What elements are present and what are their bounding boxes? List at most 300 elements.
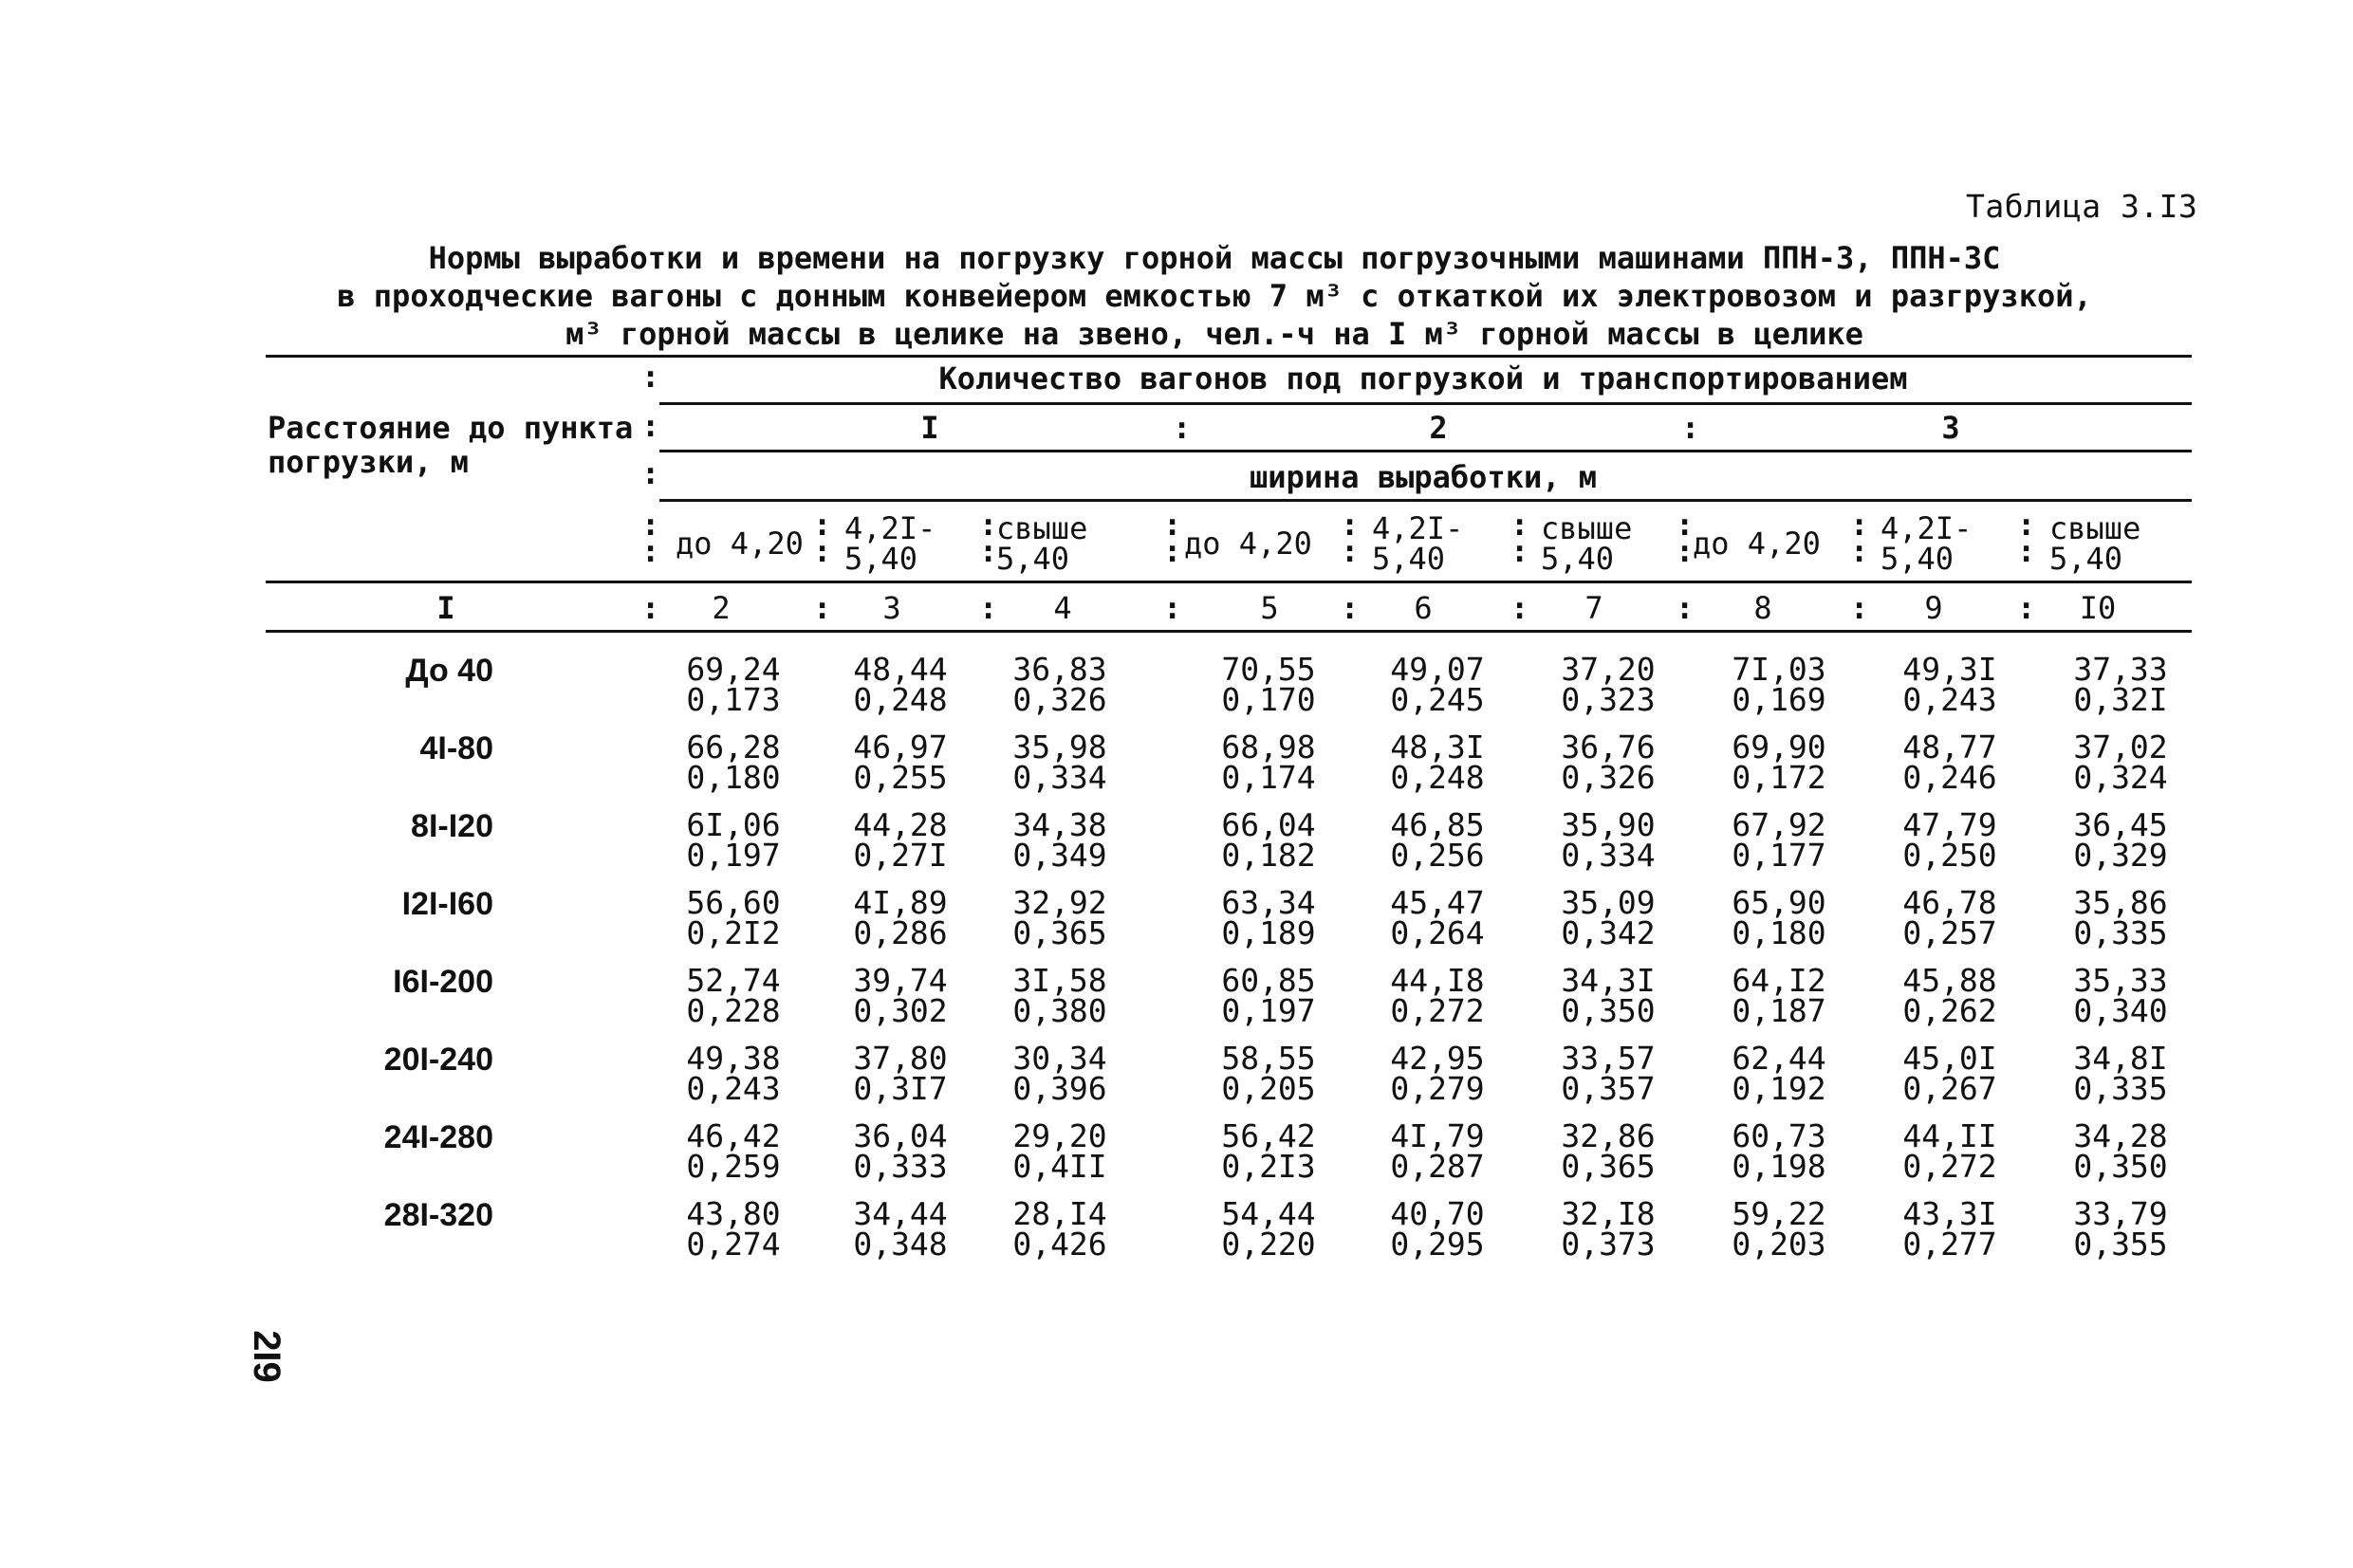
width-range: 5,40 xyxy=(996,541,1070,577)
cell-output: 49,3I xyxy=(1902,651,1997,688)
cell-time: 0,357 xyxy=(1561,1070,1656,1107)
cell-time: 0,335 xyxy=(2073,1070,2168,1107)
cell xyxy=(1537,1117,1679,1185)
separator-colon: : xyxy=(1676,533,1695,569)
separator-colon: : xyxy=(2017,533,2036,569)
cell-output: 54,44 xyxy=(1221,1195,1316,1232)
cell-time: 0,243 xyxy=(1902,681,1997,718)
cell xyxy=(1879,1040,2021,1107)
cell-time: 0,250 xyxy=(1902,837,1997,874)
cell-time: 0,259 xyxy=(686,1148,781,1185)
cell-time: 0,295 xyxy=(1390,1226,1485,1263)
width-range: 4,2I- xyxy=(1881,510,1973,546)
cell-output: 34,38 xyxy=(1012,806,1107,843)
cell-output: 52,74 xyxy=(686,962,781,999)
cell-time: 0,264 xyxy=(1390,914,1485,951)
cell-time: 0,248 xyxy=(853,681,948,718)
cell-output: 37,02 xyxy=(2073,729,2168,766)
cell-time: 0,334 xyxy=(1561,837,1656,874)
width-range: свыше xyxy=(1541,510,1633,546)
separator-colon: : xyxy=(641,359,660,395)
cell-time: 0,329 xyxy=(2073,837,2168,874)
cell-output: 59,22 xyxy=(1732,1195,1826,1232)
cell-time: 0,243 xyxy=(686,1070,781,1107)
cell-output: 66,04 xyxy=(1221,806,1316,843)
cell-time: 0,245 xyxy=(1390,681,1485,718)
cell xyxy=(829,806,972,874)
cell-output: 37,33 xyxy=(2073,651,2168,688)
cell xyxy=(1197,729,1340,796)
cell-output: 60,85 xyxy=(1221,962,1316,999)
rule-header-bottom xyxy=(266,581,2192,583)
cell-time: 0,279 xyxy=(1390,1070,1485,1107)
cell-output: 4I,89 xyxy=(853,884,948,921)
cell-time: 0,4II xyxy=(1012,1148,1107,1185)
cell-time: 0,267 xyxy=(1902,1070,1997,1107)
cell xyxy=(1537,729,1679,796)
cell-output: 49,38 xyxy=(686,1040,781,1077)
cell-output: 36,83 xyxy=(1012,651,1107,688)
cell-output: 35,86 xyxy=(2073,884,2168,921)
cell-time: 0,197 xyxy=(1221,992,1316,1029)
title-line: Нормы выработки и времени на погрузку горной массы погрузочными машинами ППН-3, ППН-3С xyxy=(428,240,2001,276)
cell-output: 70,55 xyxy=(1221,651,1316,688)
cell xyxy=(1708,1040,1850,1107)
cell xyxy=(1366,1117,1509,1185)
row-distance-label: 20I-240 xyxy=(383,1042,493,1078)
separator-colon: : xyxy=(1510,507,1529,543)
cell xyxy=(1708,729,1850,796)
cell-time: 0,365 xyxy=(1561,1148,1656,1185)
cell xyxy=(662,1117,805,1185)
separator-colon: : xyxy=(1676,590,1695,626)
cell xyxy=(662,1040,805,1107)
cell-time: 0,426 xyxy=(1012,1226,1107,1263)
cell-output: 63,34 xyxy=(1221,884,1316,921)
cell-time: 0,350 xyxy=(2073,1148,2168,1185)
rule-top xyxy=(266,355,2192,358)
header-row-label: погрузки, м xyxy=(268,444,469,480)
rule-under-width xyxy=(659,499,2192,502)
cell xyxy=(1708,651,1850,718)
width-range: 4,2I- xyxy=(1372,510,1464,546)
cell-output: 69,90 xyxy=(1732,729,1826,766)
rule-under-numbers xyxy=(266,630,2192,633)
cell-time: 0,203 xyxy=(1732,1226,1826,1263)
cell-output: 4I,79 xyxy=(1390,1117,1485,1154)
cell-time: 0,324 xyxy=(2073,759,2168,796)
cell xyxy=(1197,806,1340,874)
separator-colon: : xyxy=(1850,507,1869,543)
cell-output: 35,98 xyxy=(1012,729,1107,766)
cell-output: 58,55 xyxy=(1221,1040,1316,1077)
separator-colon: : xyxy=(979,507,998,543)
column-number: I0 xyxy=(2079,590,2117,626)
cell-output: 62,44 xyxy=(1732,1040,1826,1077)
cell xyxy=(2049,729,2192,796)
cell-time: 0,27I xyxy=(853,837,948,874)
header-group-1: I xyxy=(920,410,939,446)
separator-colon: : xyxy=(813,533,832,569)
cell xyxy=(662,729,805,796)
width-range: до 4,20 xyxy=(1693,526,1821,562)
row-distance-label: I2I-I60 xyxy=(401,886,493,922)
cell-time: 0,257 xyxy=(1902,914,1997,951)
separator-colon: : xyxy=(1850,533,1869,569)
cell xyxy=(1366,962,1509,1029)
cell-output: 7I,03 xyxy=(1732,651,1826,688)
cell xyxy=(989,884,1131,951)
cell xyxy=(1537,1040,1679,1107)
separator-colon: : xyxy=(641,590,660,626)
separator-colon: : xyxy=(1341,533,1360,569)
cell xyxy=(1708,962,1850,1029)
separator-colon: : xyxy=(1510,533,1529,569)
cell xyxy=(1879,1117,2021,1185)
separator-colon: : xyxy=(641,408,660,444)
separator-colon: : xyxy=(1163,533,1182,569)
cell xyxy=(1537,1195,1679,1263)
cell-time: 0,3I7 xyxy=(853,1070,948,1107)
cell xyxy=(989,1040,1131,1107)
cell-output: 32,86 xyxy=(1561,1117,1656,1154)
table-caption: Таблица 3.I3 xyxy=(1966,188,2198,225)
row-distance-label: 24I-280 xyxy=(383,1119,493,1155)
cell xyxy=(1708,1117,1850,1185)
cell-time: 0,396 xyxy=(1012,1070,1107,1107)
cell xyxy=(1879,651,2021,718)
cell-output: 43,3I xyxy=(1902,1195,1997,1232)
cell-time: 0,2I3 xyxy=(1221,1148,1316,1185)
cell-time: 0,272 xyxy=(1390,992,1485,1029)
cell-output: 64,I2 xyxy=(1732,962,1826,999)
column-number: 4 xyxy=(1053,590,1072,626)
cell-time: 0,326 xyxy=(1012,681,1107,718)
row-distance-label: До 40 xyxy=(405,653,493,689)
width-range: свыше xyxy=(996,510,1088,546)
cell-time: 0,342 xyxy=(1561,914,1656,951)
cell-output: 29,20 xyxy=(1012,1117,1107,1154)
cell xyxy=(1879,1195,2021,1263)
width-range: 5,40 xyxy=(2049,541,2123,577)
separator-colon: : xyxy=(1341,590,1360,626)
separator-colon: : xyxy=(1341,507,1360,543)
separator-colon: : xyxy=(1163,507,1182,543)
cell-output: 32,92 xyxy=(1012,884,1107,921)
separator-colon: : xyxy=(1850,590,1869,626)
cell-output: 66,28 xyxy=(686,729,781,766)
header-wagons: Количество вагонов под погрузкой и транспортированием xyxy=(938,360,1908,397)
cell-output: 43,80 xyxy=(686,1195,781,1232)
cell-time: 0,348 xyxy=(853,1226,948,1263)
cell-time: 0,349 xyxy=(1012,837,1107,874)
cell-time: 0,220 xyxy=(1221,1226,1316,1263)
cell-time: 0,248 xyxy=(1390,759,1485,796)
cell xyxy=(829,884,972,951)
cell-time: 0,287 xyxy=(1390,1148,1485,1185)
column-number: 5 xyxy=(1260,590,1279,626)
cell-output: 47,79 xyxy=(1902,806,1997,843)
column-number: 2 xyxy=(712,590,731,626)
separator-colon: : xyxy=(1163,590,1182,626)
cell-output: 44,I8 xyxy=(1390,962,1485,999)
cell xyxy=(1537,806,1679,874)
cell-output: 36,76 xyxy=(1561,729,1656,766)
cell-output: 6I,06 xyxy=(686,806,781,843)
separator-colon: : xyxy=(813,590,832,626)
row-distance-label: 8I-I20 xyxy=(411,808,493,844)
cell-time: 0,286 xyxy=(853,914,948,951)
cell-time: 0,170 xyxy=(1221,681,1316,718)
cell-output: 65,90 xyxy=(1732,884,1826,921)
cell-output: 30,34 xyxy=(1012,1040,1107,1077)
row-distance-label: 28I-320 xyxy=(383,1197,493,1233)
separator-colon: : xyxy=(641,455,660,491)
cell-output: 36,04 xyxy=(853,1117,948,1154)
cell-output: 44,II xyxy=(1902,1117,1997,1154)
cell xyxy=(1197,1117,1340,1185)
cell xyxy=(662,962,805,1029)
cell-time: 0,373 xyxy=(1561,1226,1656,1263)
separator-colon: : xyxy=(979,533,998,569)
cell-time: 0,169 xyxy=(1732,681,1826,718)
cell-time: 0,32I xyxy=(2073,681,2168,718)
cell xyxy=(2049,1117,2192,1185)
cell-time: 0,172 xyxy=(1732,759,1826,796)
cell xyxy=(2049,651,2192,718)
cell-output: 32,I8 xyxy=(1561,1195,1656,1232)
cell xyxy=(1537,651,1679,718)
header-row-label: Расстояние до пункта xyxy=(268,410,634,446)
cell xyxy=(829,651,972,718)
cell-time: 0,173 xyxy=(686,681,781,718)
table-title xyxy=(266,239,2163,353)
cell xyxy=(989,1117,1131,1185)
cell-time: 0,205 xyxy=(1221,1070,1316,1107)
cell-time: 0,334 xyxy=(1012,759,1107,796)
cell-output: 40,70 xyxy=(1390,1195,1485,1232)
column-number: 3 xyxy=(882,590,901,626)
cell xyxy=(1537,884,1679,951)
cell xyxy=(1366,1040,1509,1107)
cell-output: 69,24 xyxy=(686,651,781,688)
cell xyxy=(1366,884,1509,951)
width-range: до 4,20 xyxy=(676,526,804,562)
cell-time: 0,262 xyxy=(1902,992,1997,1029)
cell-time: 0,302 xyxy=(853,992,948,1029)
cell-time: 0,326 xyxy=(1561,759,1656,796)
cell xyxy=(1197,962,1340,1029)
separator-colon: : xyxy=(1510,590,1529,626)
cell-output: 46,78 xyxy=(1902,884,1997,921)
column-number: 8 xyxy=(1753,590,1772,626)
cell-output: 45,88 xyxy=(1902,962,1997,999)
cell-output: 68,98 xyxy=(1221,729,1316,766)
cell-output: 33,57 xyxy=(1561,1040,1656,1077)
cell xyxy=(662,884,805,951)
cell-time: 0,340 xyxy=(2073,992,2168,1029)
cell-output: 49,07 xyxy=(1390,651,1485,688)
cell xyxy=(829,1117,972,1185)
cell xyxy=(829,1195,972,1263)
rule-under-wagons xyxy=(659,402,2192,405)
separator-colon: : xyxy=(1676,507,1695,543)
cell-output: 33,79 xyxy=(2073,1195,2168,1232)
cell-time: 0,187 xyxy=(1732,992,1826,1029)
width-range: 5,40 xyxy=(1372,541,1446,577)
cell xyxy=(1708,1195,1850,1263)
cell xyxy=(829,962,972,1029)
cell-output: 39,74 xyxy=(853,962,948,999)
width-range: 5,40 xyxy=(1881,541,1955,577)
cell xyxy=(829,1040,972,1107)
cell-output: 48,3I xyxy=(1390,729,1485,766)
cell-output: 46,42 xyxy=(686,1117,781,1154)
header-group-3: 3 xyxy=(1941,410,1960,446)
cell xyxy=(989,962,1131,1029)
cell-time: 0,256 xyxy=(1390,837,1485,874)
cell xyxy=(662,806,805,874)
cell-time: 0,189 xyxy=(1221,914,1316,951)
title-line: в проходческие вагоны с донным конвейером емкостью 7 м³ с откаткой их электровозом и разгрузкой, xyxy=(337,278,2092,314)
cell-output: 34,44 xyxy=(853,1195,948,1232)
cell xyxy=(2049,1195,2192,1263)
width-range: до 4,20 xyxy=(1184,526,1312,562)
cell-time: 0,246 xyxy=(1902,759,1997,796)
cell-time: 0,274 xyxy=(686,1226,781,1263)
cell xyxy=(2049,806,2192,874)
cell-output: 35,09 xyxy=(1561,884,1656,921)
cell-time: 0,2I2 xyxy=(686,914,781,951)
cell xyxy=(1197,884,1340,951)
separator-colon: : xyxy=(979,590,998,626)
cell-output: 35,90 xyxy=(1561,806,1656,843)
cell xyxy=(1537,962,1679,1029)
cell xyxy=(1879,884,2021,951)
cell xyxy=(1879,729,2021,796)
cell-output: 34,28 xyxy=(2073,1117,2168,1154)
column-number: 6 xyxy=(1414,590,1433,626)
cell xyxy=(989,1195,1131,1263)
cell xyxy=(662,1195,805,1263)
header-group-2: 2 xyxy=(1429,410,1448,446)
cell xyxy=(1366,806,1509,874)
cell xyxy=(989,651,1131,718)
cell-time: 0,180 xyxy=(686,759,781,796)
cell-output: 35,33 xyxy=(2073,962,2168,999)
cell-time: 0,180 xyxy=(1732,914,1826,951)
cell xyxy=(662,651,805,718)
cell-output: 48,77 xyxy=(1902,729,1997,766)
separator-colon: : xyxy=(641,507,660,543)
separator-colon: : xyxy=(2017,590,2036,626)
row-distance-label: 4I-80 xyxy=(419,730,493,766)
title-line: м³ горной массы в целике на звено, чел.-ч на I м³ горной массы в целике xyxy=(565,316,1863,352)
cell xyxy=(1197,651,1340,718)
column-number: 9 xyxy=(1924,590,1943,626)
cell xyxy=(1366,729,1509,796)
cell xyxy=(1366,651,1509,718)
cell xyxy=(829,729,972,796)
cell xyxy=(1879,962,2021,1029)
cell-output: 36,45 xyxy=(2073,806,2168,843)
header-width: ширина выработки, м xyxy=(1249,459,1598,495)
cell-output: 46,85 xyxy=(1390,806,1485,843)
separator-colon: : xyxy=(2017,507,2036,543)
cell-time: 0,192 xyxy=(1732,1070,1826,1107)
page-number: 2I9 xyxy=(246,1330,287,1383)
width-range: 5,40 xyxy=(1541,541,1615,577)
separator-colon: : xyxy=(1173,410,1192,446)
cell-output: 60,73 xyxy=(1732,1117,1826,1154)
column-number: 7 xyxy=(1584,590,1603,626)
cell xyxy=(2049,1040,2192,1107)
cell-output: 37,20 xyxy=(1561,651,1656,688)
column-number: I xyxy=(436,590,455,626)
cell-time: 0,272 xyxy=(1902,1148,1997,1185)
cell-output: 34,3I xyxy=(1561,962,1656,999)
rule-under-groups xyxy=(659,450,2192,452)
cell-time: 0,365 xyxy=(1012,914,1107,951)
cell xyxy=(1879,806,2021,874)
separator-colon: : xyxy=(641,533,660,569)
cell-output: 46,97 xyxy=(853,729,948,766)
cell-output: 56,42 xyxy=(1221,1117,1316,1154)
cell-output: 3I,58 xyxy=(1012,962,1107,999)
cell xyxy=(2049,884,2192,951)
cell-output: 45,47 xyxy=(1390,884,1485,921)
cell xyxy=(989,729,1131,796)
cell xyxy=(1708,884,1850,951)
cell xyxy=(989,806,1131,874)
cell-output: 56,60 xyxy=(686,884,781,921)
cell-time: 0,380 xyxy=(1012,992,1107,1029)
separator-colon: : xyxy=(1681,410,1700,446)
cell-time: 0,277 xyxy=(1902,1226,1997,1263)
cell-time: 0,197 xyxy=(686,837,781,874)
width-range: 4,2I- xyxy=(844,510,936,546)
cell-output: 34,8I xyxy=(2073,1040,2168,1077)
cell-time: 0,174 xyxy=(1221,759,1316,796)
cell-output: 48,44 xyxy=(853,651,948,688)
cell-output: 44,28 xyxy=(853,806,948,843)
cell-output: 28,I4 xyxy=(1012,1195,1107,1232)
width-range: свыше xyxy=(2049,510,2141,546)
cell-time: 0,177 xyxy=(1732,837,1826,874)
row-distance-label: I6I-200 xyxy=(393,964,493,1000)
cell-output: 37,80 xyxy=(853,1040,948,1077)
cell-time: 0,182 xyxy=(1221,837,1316,874)
cell-time: 0,255 xyxy=(853,759,948,796)
cell xyxy=(1366,1195,1509,1263)
cell-time: 0,355 xyxy=(2073,1226,2168,1263)
cell xyxy=(1708,806,1850,874)
cell xyxy=(1197,1195,1340,1263)
cell-time: 0,335 xyxy=(2073,914,2168,951)
cell-time: 0,323 xyxy=(1561,681,1656,718)
cell xyxy=(1197,1040,1340,1107)
cell-time: 0,333 xyxy=(853,1148,948,1185)
cell-output: 45,0I xyxy=(1902,1040,1997,1077)
cell-time: 0,350 xyxy=(1561,992,1656,1029)
cell-output: 42,95 xyxy=(1390,1040,1485,1077)
separator-colon: : xyxy=(813,507,832,543)
width-range: 5,40 xyxy=(844,541,918,577)
cell-time: 0,198 xyxy=(1732,1148,1826,1185)
cell-time: 0,228 xyxy=(686,992,781,1029)
cell-output: 67,92 xyxy=(1732,806,1826,843)
cell xyxy=(2049,962,2192,1029)
